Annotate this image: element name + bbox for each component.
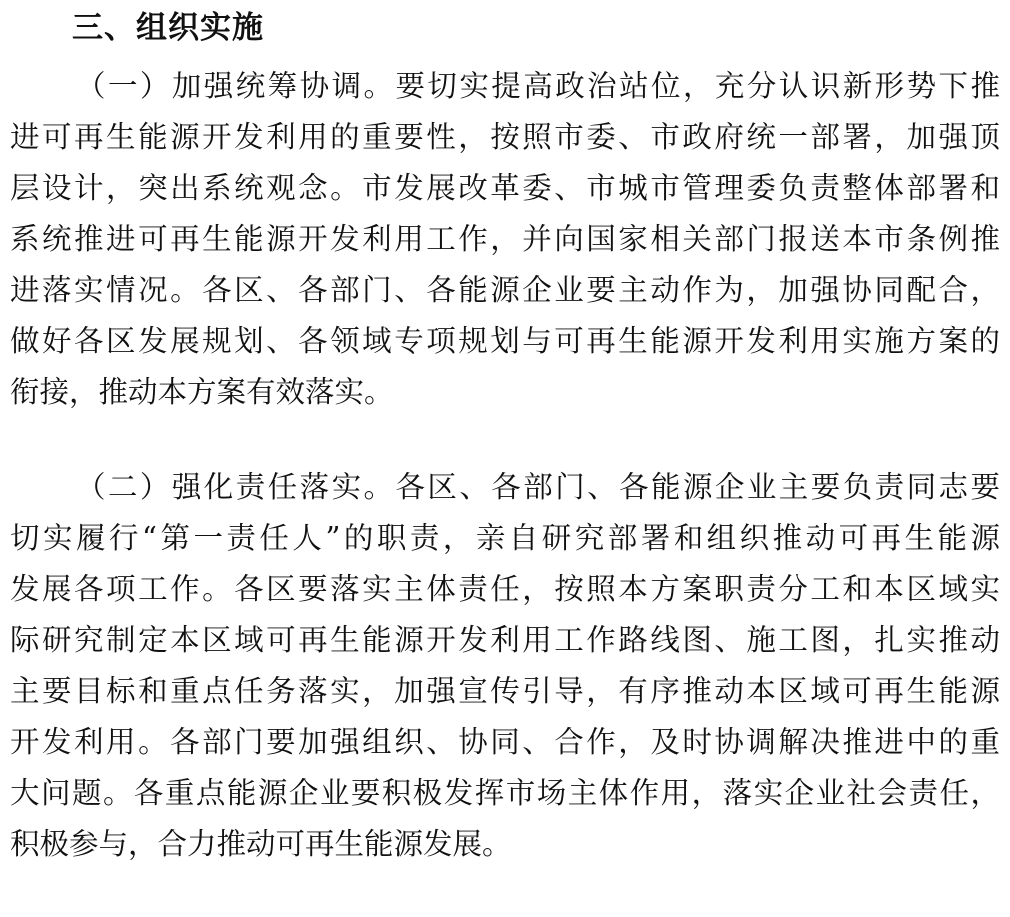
section-heading: 三、组织实施 — [72, 10, 264, 46]
paragraph-line: （二）强化责任落实。各区、各部门、各能源企业主要负责同志要 — [76, 470, 1000, 504]
paragraph-line: 做好各区发展规划、各领域专项规划与可再生能源开发利用实施方案的 — [10, 324, 1000, 358]
paragraph-line: 际研究制定本区域可再生能源开发利用工作路线图、施工图，扎实推动 — [10, 623, 1000, 657]
paragraph-line: 主要目标和重点任务落实，加强宣传引导，有序推动本区域可再生能源 — [10, 674, 1000, 708]
paragraph-line: （一）加强统筹协调。要切实提高政治站位，充分认识新形势下推 — [76, 69, 1000, 103]
paragraph-line: 发展各项工作。各区要落实主体责任，按照本方案职责分工和本区域实 — [10, 572, 1000, 606]
paragraph-line: 大问题。各重点能源企业要积极发挥市场主体作用，落实企业社会责任， — [10, 776, 1000, 810]
paragraph-line: 积极参与，合力推动可再生能源发展。 — [10, 827, 512, 861]
paragraph-line: 系统推进可再生能源开发利用工作，并向国家相关部门报送本市条例推 — [10, 222, 1000, 256]
paragraph-line: 进落实情况。各区、各部门、各能源企业要主动作为，加强协同配合， — [10, 273, 1000, 307]
paragraph-line: 开发利用。各部门要加强组织、协同、合作，及时协调解决推进中的重 — [10, 725, 1000, 759]
paragraph-line: 进可再生能源开发利用的重要性，按照市委、市政府统一部署，加强顶 — [10, 120, 1000, 154]
paragraph-line: 切实履行“第一责任人”的职责，亲自研究部署和组织推动可再生能源 — [10, 521, 1000, 555]
paragraph-line: 层设计，突出系统观念。市发展改革委、市城市管理委负责整体部署和 — [10, 171, 1000, 205]
paragraph-line: 衔接，推动本方案有效落实。 — [10, 375, 394, 409]
